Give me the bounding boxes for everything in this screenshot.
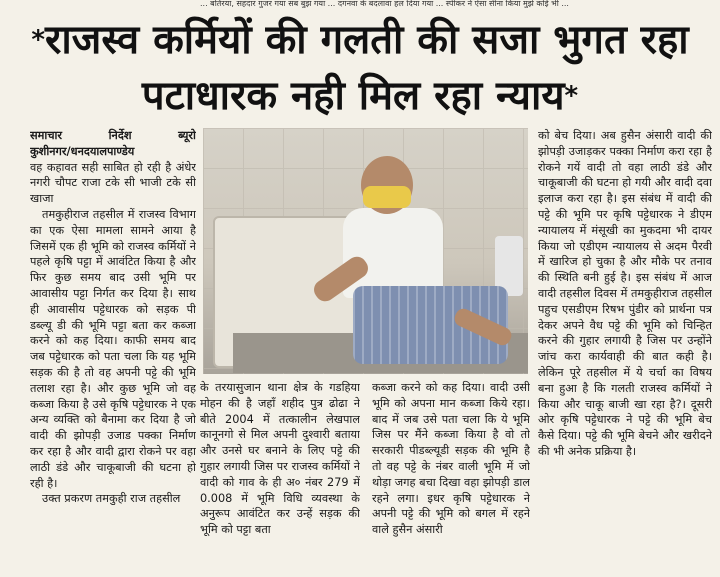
headline-star: * bbox=[31, 25, 45, 55]
article-paragraph: तमकुहीराज तहसील में राजस्व विभाग का एक ऐसा मामला सामने आया है जिसमें एक ही भूमि को राजस्व कर्मियों ने पहले कृषि पट्टा में आवंटित किया है और फिर कुछ समय बाद उसी भूमि पर आवासीय पट्टा निर्गत कर दिया है। साथ ही आवासीय पट्टेधारक को सड़क पी डब्ल्यू डी की भूमि पट्टा बता कर कब्जा करने को कह दिया। काफी समय बाद जब पट्टेधारक को पता चला कि यह भूमि सड़क की है तो वह अपनी पट्टे की भूमि तलाश रहा है। और कुछ भूमि जो वह कब्जा किया है उसे कृषि पट्टेधारक ने एक अन्य व्यक्ति को बैनामा कर दिया है जो वादी की झोपड़ी उजाड पक्का निर्माण कर रहा है और वादी द्वारा रोकने पर वहा लाठी डंडे और चाकूबाजी की घटना हो रही है। bbox=[30, 207, 196, 490]
byline bbox=[30, 128, 196, 160]
article-column-2 bbox=[200, 380, 360, 575]
headline-line-1-text: राजस्व कर्मियों की गलती की सजा भुगत रहा bbox=[44, 17, 689, 63]
headline-line-1 bbox=[0, 14, 720, 66]
article-column-3 bbox=[372, 380, 530, 575]
article-column-4 bbox=[538, 128, 712, 573]
byline-agency: निर्देश bbox=[108, 129, 132, 142]
top-strip-text: ... बतिरया, सहदार गुजर गया सब बुझ गया ... दगनवा के बदलावा हल दिया गया ... स्पीकर ने ऐसा सीना किया मुझे कोई भी ... bbox=[200, 0, 569, 8]
headline-line-2 bbox=[0, 70, 720, 122]
article-paragraph: कब्जा करने को कह दिया। वादी उसी भूमि को अपना मान कब्जा किये रहा। बाद में जब उसे पता चला कि ये भूमि जिस पर मैंने कब्जा किया है वो तो सरकारी पीडब्ल्यूडी सड़क की भूमि है तो वह पट्टे के नंबर वाली भूमि में जो थोड़ा जगह बचा दिखा वहा झोपड़ी डाल रहने लगा। इधर कृषि पट्टेधारक ने अपनी पट्टे की भूमि को बगल में रहने वाले हुसैन अंसारी bbox=[372, 381, 530, 537]
article-paragraph: को बेच दिया। अब हुसैन अंसारी वादी की झोपड़ी उजाड़कर पक्का निर्माण करा रहा है रोकने गयें वादी तो वहा लाठी डंडे और चाकूबाजी की घटना हो गयी और वादी दवा इलाज करा रहा है। इस संबंध में वादी की पट्टे की भूमि पर कृषि पट्टेधारक ने डीएम न्यायालय में मंसूखी का मुकदमा भी दायर किया जो एडीएम न्यायालय से अदम पैरवी में खारिज हो चुका है और मौके पर तनाव की स्थिति बनी हुई है। इस संबंध में आज वादी तहसील दिवस में तमकुहीराज तहसील पहुच एसडीएम रिषभ पुंडीर को प्रार्थना पत्र देकर अपने वैध पट्टे की भूमि को चिन्हित करने की गुहार लगायी है जिस पर उन्होंने जांच करा कार्यवाही की बात कही है। लेकिन पूरे तहसील में ये चर्चा का विषय बना हुआ है कि गलती राजस्व कर्मियों ने किया और चाकू बाजी खा रहा है?। दूसरी ओर कृषि पट्टेधारक ने पट्टे की भूमि बेच कैसे दिया। पट्टे की भूमि बेचने और खरीदने की भी अनेक प्रक्रिया है। bbox=[538, 129, 712, 458]
byline-bureau: ब्यूरो bbox=[178, 129, 196, 142]
headline-line-2-text: पटाधारक नही मिल रहा न्याय bbox=[141, 73, 565, 119]
article-paragraph: उक्त प्रकरण तमकुही राज तहसील bbox=[42, 492, 181, 506]
photo-bandage bbox=[363, 186, 411, 208]
article-column-1 bbox=[30, 128, 196, 573]
byline-label: समाचार bbox=[30, 129, 63, 142]
headline-star-2: * bbox=[564, 81, 579, 111]
photo-man-vest bbox=[343, 208, 443, 298]
article-paragraph: के तरयासुजान थाना क्षेत्र के गडहिया मोहन की है जहाँ शहीद पुत्र ढोढा ने बीते 2004 में तत्कालीन लेखपाल कानूनगो से मिल अपनी दुश्वारी बताया और उनसे घर बनाने के लिए पट्टे की गुहार लगायी जिस पर राजस्व कर्मियों ने वादी को गाव के ही अ० नंबर 279 में 0.008 में भूमि विधि व्यवस्था के अनुरूप आवंटित कर उन्हें सड़क की भूमि को पट्टा बता bbox=[200, 381, 360, 537]
article-paragraph: वह कहावत सही साबित हो रही है अंधेर नगरी चौपट राजा टके सी भाजी टके सी खाजा bbox=[30, 160, 196, 206]
news-photo bbox=[203, 128, 528, 374]
byline-location: कुशीनगर/धनदयालपाण्डेय bbox=[30, 144, 135, 158]
